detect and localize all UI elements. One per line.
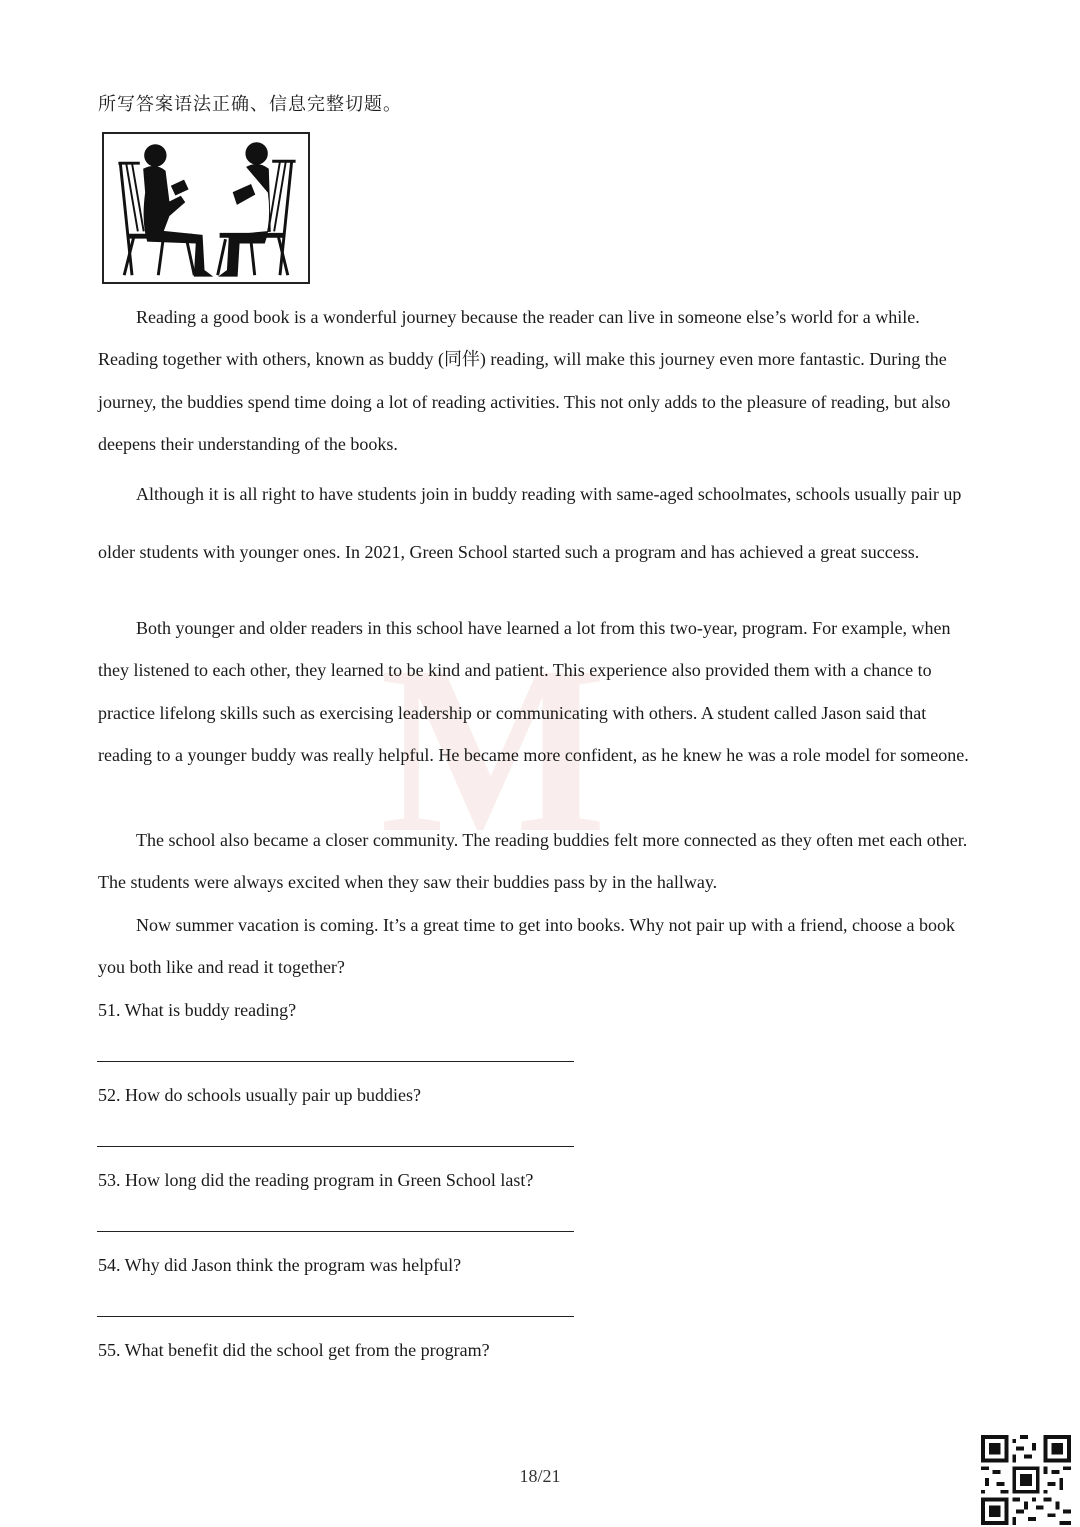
- passage-paragraph-4: The school also became a closer community. The reading buddies felt more connected as they often met each other. The students were always excited when they saw their buddies pass by in the hallway.: [98, 830, 968, 893]
- question-53: 53. How long did the reading program in Green School last?: [98, 1170, 534, 1190]
- qr-code-icon: [980, 1435, 1072, 1525]
- question-55: 55. What benefit did the school get from the program?: [98, 1340, 490, 1360]
- passage-paragraph-3: Both younger and older readers in this school have learned a lot from this two-year, program. For example, when they listened to each other, they learned to be kind and patient. This experience also provided them with a chance to practice lifelong skills such as exercising leadership or communicating with others. A student called Jason said that reading to a younger buddy was really helpful. He became more confident, as he knew he was a role model for someone.: [98, 618, 969, 765]
- svg-text:M: M: [380, 616, 607, 860]
- answer-line-52[interactable]: [97, 1146, 574, 1147]
- question-51: 51. What is buddy reading?: [98, 1000, 297, 1020]
- two-people-reading-silhouette-icon: [102, 132, 310, 284]
- instruction-line: 所写答案语法正确、信息完整切题。: [98, 94, 402, 115]
- answer-line-53[interactable]: [97, 1231, 574, 1232]
- answer-line-51[interactable]: [97, 1061, 574, 1062]
- passage-paragraph-2: Although it is all right to have students join in buddy reading with same-aged schoolmates, schools usually pair up older students with younger ones. In 2021, Green School started such a program and has achieved a great success.: [98, 484, 962, 562]
- answer-line-54[interactable]: [97, 1316, 574, 1317]
- question-54: 54. Why did Jason think the program was helpful?: [98, 1255, 462, 1275]
- passage-paragraph-1: Reading a good book is a wonderful journey because the reader can live in someone else’s world for a while. Reading together with others, known as buddy (同伴) reading, will make this journey even more fantastic. During the journey, the buddies spend time doing a lot of reading activities. This not only adds to the pleasure of reading, but also deepens their understanding of the books.: [98, 307, 951, 454]
- page-number: 18/21: [519, 1466, 561, 1486]
- question-52: 52. How do schools usually pair up buddies?: [98, 1085, 421, 1105]
- passage-paragraph-5: Now summer vacation is coming. It’s a great time to get into books. Why not pair up with a friend, choose a book you both like and read it together?: [98, 915, 955, 978]
